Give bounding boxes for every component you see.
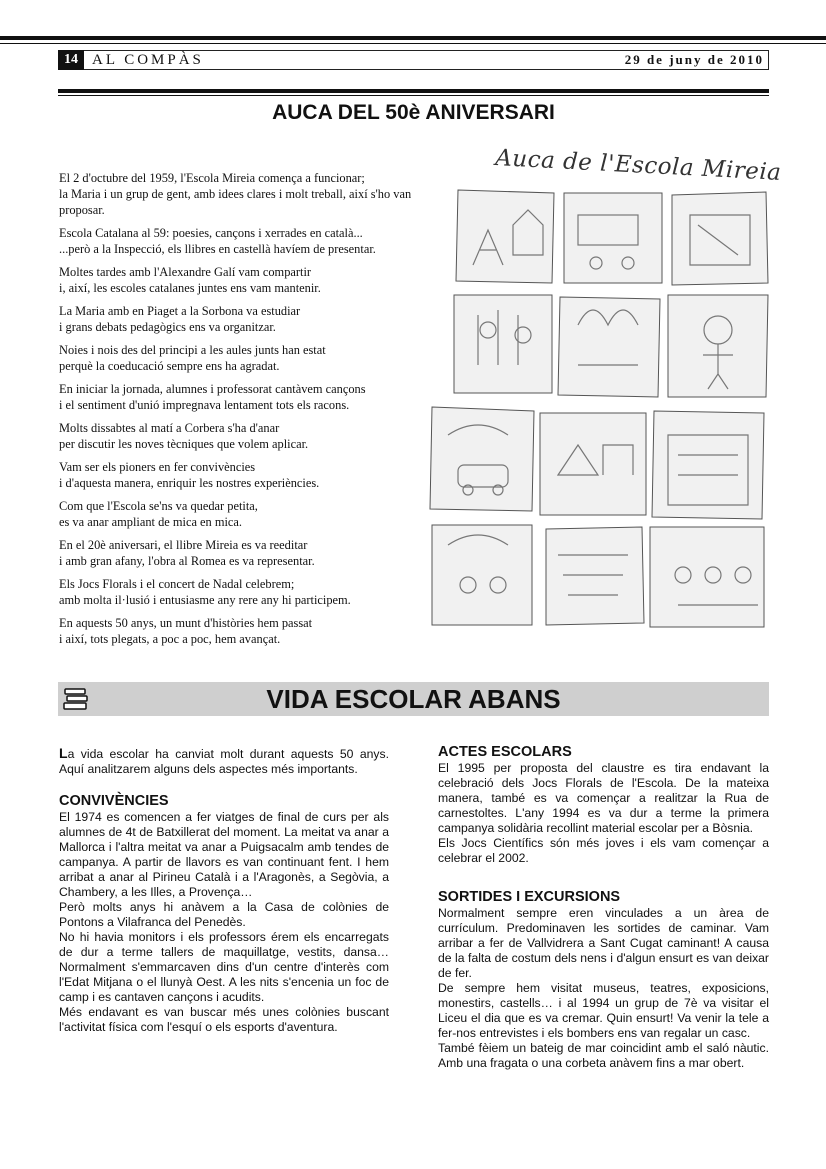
poem-stanza <box>59 381 449 413</box>
auca-section-title: AUCA DEL 50è ANIVERSARI <box>272 101 555 124</box>
poem-stanza <box>59 170 449 218</box>
poem-line: i així, tots plegats, a poc a poc, hem avançat. <box>59 632 281 646</box>
poem-line: es va anar ampliant de mica en mica. <box>59 515 243 529</box>
poem-stanza <box>59 537 449 569</box>
poem-line: i, així, les escoles catalanes juntes ens vam mantenir. <box>59 281 321 295</box>
poem-line: Noies i nois des del principi a les aules junts han estat <box>59 343 326 357</box>
poem-stanza <box>59 303 449 335</box>
auca-illustration-title: Auca de l'Escola Mireia <box>494 145 783 186</box>
drop-cap: L <box>59 745 68 761</box>
auca-illustration <box>428 135 770 665</box>
poem-line: Escola Catalana al 59: poesies, cançons i xerrades en català... <box>59 226 363 240</box>
actes-paragraph: El 1995 per proposta del claustre es tira endavant la celebració dels Jocs Florals de l'Escola. De la mateixa manera, també es va començar a realitzar la Rua de carnestoltes. L'any 1994 es va dur a terme la primera campanya solidària recollint material escolar per a Bòsnia. <box>438 761 769 835</box>
page-number: 14 <box>58 50 84 70</box>
poem-line: la Maria i un grup de gent, amb idees clares i molt treball, així s'ho van <box>59 187 412 201</box>
intro-paragraph <box>59 746 389 777</box>
vida-escolar-title: VIDA ESCOLAR ABANS <box>266 684 561 714</box>
convivencies-heading: CONVIVÈNCIES <box>59 793 169 809</box>
poem-line: Els Jocs Florals i el concert de Nadal celebrem; <box>59 577 295 591</box>
poem-line: En iniciar la jornada, alumnes i professorat cantàvem cançons <box>59 382 366 396</box>
poem-stanza <box>59 498 449 530</box>
poem-stanza <box>59 576 449 608</box>
publication-date: 29 de juny de 2010 <box>624 52 764 67</box>
sortides-paragraph: També fèiem un bateig de mar coincidint amb el saló nàutic. Amb una fragata o una corbeta anàvem fins a mar obert. <box>438 1041 769 1070</box>
poem-line: i d'aquesta manera, enriquir les nostres experiències. <box>59 476 320 490</box>
top-rule-thin <box>0 43 826 44</box>
convivencies-paragraph: El 1974 es comencen a fer viatges de final de curs per als alumnes de 4t de Batxillerat del moment. La meitat va anar a Mallorca i l'altra meitat va anar a Puigsacalm amb tendes de campanya. A partir de llavors es van continuant fent. I hem arribat a anar al Pirineu Català i a l'Aragonès, a Segòvia, a Chambery, a les Illes, a Provença… <box>59 810 389 899</box>
poem-stanza <box>59 615 449 647</box>
poem-line: Molts dissabtes al matí a Corbera s'ha d'anar <box>59 421 280 435</box>
poem-stanza <box>59 264 449 296</box>
publication-name: AL COMPÀS <box>92 52 204 68</box>
sortides-paragraph: Normalment sempre eren vinculades a un àrea de currículum. Predominaven les sortides de caminar. Vam arribar a fer de Vallvidrera a Sant Cugat caminant! A causa de la falta de costum dels nens i d'algun ensurt es van deixar de fer. <box>438 906 769 980</box>
poem-line: per discutir les noves tècniques que volem aplicar. <box>59 437 309 451</box>
convivencies-paragraph: Més endavant es van buscar més unes colònies buscant l'activitat física com l'esquí o els esports d'aventura. <box>59 1005 389 1034</box>
actes-heading: ACTES ESCOLARS <box>438 744 572 760</box>
poem-line: perquè la coeducació sempre ens ha agradat. <box>59 359 280 373</box>
right-column <box>438 743 769 1071</box>
poem-line: En aquests 50 anys, un munt d'històries hem passat <box>59 616 313 630</box>
poem-stanza <box>59 459 449 491</box>
poem-stanza <box>59 420 449 452</box>
poem-line: i amb gran afany, l'obra al Romea es va representar. <box>59 554 315 568</box>
poem-line: El 2 d'octubre del 1959, l'Escola Mireia comença a funcionar; <box>59 171 365 185</box>
poem-line: i el sentiment d'unió impregnava lentament tots els racons. <box>59 398 350 412</box>
left-column <box>59 746 389 1035</box>
poem-stanza <box>59 342 449 374</box>
actes-paragraph: Els Jocs Científics són més joves i els vam començar a celebrar el 2002. <box>438 836 769 865</box>
poem-line: Moltes tardes amb l'Alexandre Galí vam compartir <box>59 265 312 279</box>
convivencies-paragraph: Però molts anys hi anàvem a la Casa de colònies de Pontons a Vilafranca del Penedès. <box>59 900 389 929</box>
poem-line: ...però a la Inspecció, els llibres en castellà havíem de presentar. <box>59 242 376 256</box>
sortides-paragraph: De sempre hem visitat museus, teatres, exposicions, monestirs, castells… i al 1994 un grup de 7è va visitar el Liceu el dia que es va cremar. Quin ensurt! Va venir la tele a fer-nos entrevistes i els bombers ens van regalar un casc. <box>438 981 769 1040</box>
header-rule-thin <box>58 95 769 96</box>
header-rule-thick <box>58 89 769 93</box>
poem-line: proposar. <box>59 203 105 217</box>
intro-text: a vida escolar ha canviat molt durant aquests 50 anys. Aquí analitzarem alguns dels aspectes més importants. <box>59 747 389 776</box>
auca-poem <box>59 170 449 654</box>
poem-line: Vam ser els pioners en fer convivències <box>59 460 256 474</box>
convivencies-paragraph: No hi havia monitors i els professors érem els encarregats de dur a terme tallers de maquillatge, vestits, dansa… Normalment s'emmarcaven dins d'un centre d'interès com l'Edat Mitjana o el llunyà Oest. A les nits s'encenia un foc de camp i es cantaven cançons i acudits. <box>59 930 389 1004</box>
poem-line: amb molta il·lusió i entusiasme any rere any hi participem. <box>59 593 351 607</box>
poem-line: La Maria amb en Piaget a la Sorbona va estudiar <box>59 304 301 318</box>
sortides-heading: SORTIDES I EXCURSIONS <box>438 889 621 905</box>
top-rule <box>0 36 826 40</box>
poem-stanza <box>59 225 449 257</box>
poem-line: En el 20è aniversari, el llibre Mireia es va reeditar <box>59 538 308 552</box>
poem-line: Com que l'Escola se'ns va quedar petita, <box>59 499 258 513</box>
poem-line: i grans debats pedagògics ens va organitzar. <box>59 320 276 334</box>
